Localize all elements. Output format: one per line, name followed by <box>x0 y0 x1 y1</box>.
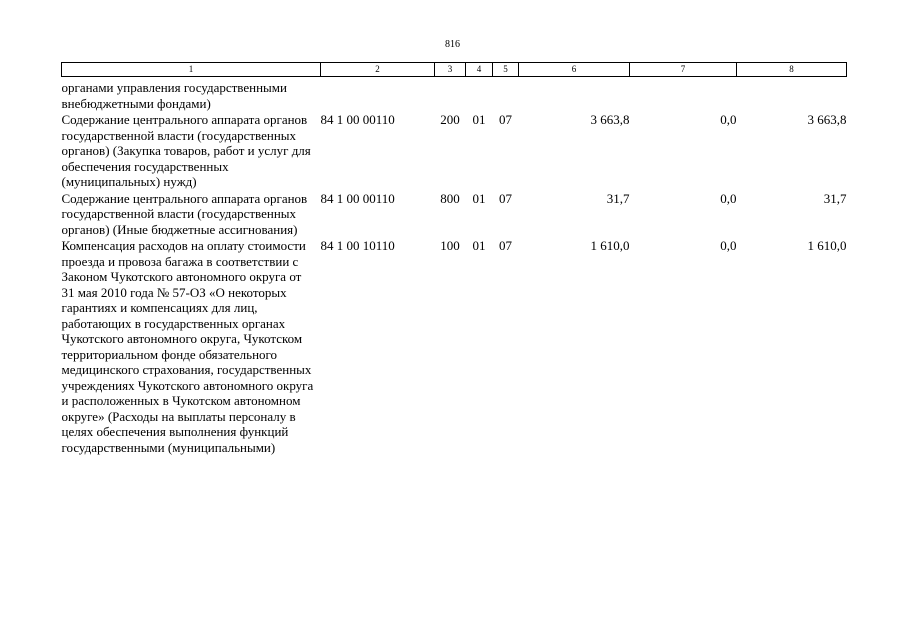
row-pr <box>493 77 519 112</box>
column-header-6: 6 <box>519 63 630 77</box>
row-pr: 07 <box>499 112 512 127</box>
row-value-8 <box>737 77 847 112</box>
column-number-row <box>62 63 847 77</box>
column-header-7: 7 <box>630 63 737 77</box>
column-header-8: 8 <box>737 63 847 77</box>
table-row <box>62 111 847 190</box>
column-header-2: 2 <box>321 63 435 77</box>
row-name: Компенсация расходов на оплату стоимости проезда и провоза багажа в соответствии с Законом Чукотского автономного округа от 31 мая 2010 года № 57-ОЗ «О некоторых гарантиях и компенсациях для лиц, работающих в государственных органах Чукотского автономного округа, Чукотском территориальном фонде обязательного медицинского страхования, государственных учреждениях Чукотского автономного округа и расположенных в Чукотском автономном округе» (Расходы на выплаты персоналу в целях обеспечения выполнения функций государственными (муниципальными) <box>61 238 314 455</box>
table-row <box>62 237 847 455</box>
row-name: Содержание центрального аппарата органов государственной власти (государственных органов) (Иные бюджетные ассигнования) <box>61 190 308 237</box>
row-value-7: 0,0 <box>720 190 737 206</box>
column-header-1: 1 <box>62 63 321 77</box>
row-vr: 800 <box>440 190 460 206</box>
row-rz <box>466 77 493 112</box>
row-code: 84 1 00 00110 <box>320 190 395 206</box>
row-vr: 200 <box>440 112 460 127</box>
row-rz: 01 <box>472 112 486 127</box>
row-value-6 <box>519 77 630 112</box>
row-code <box>321 77 435 112</box>
row-vr <box>435 77 466 112</box>
row-value-7: 0,0 <box>720 112 737 127</box>
column-header-5: 5 <box>493 63 519 77</box>
row-name: Содержание центрального аппарата органов государственной власти (государственных органов) (Закупка товаров, работ и услуг для обеспечения государственных (муниципальных) нужд) <box>61 112 311 189</box>
budget-table <box>61 62 847 455</box>
row-code: 84 1 00 10110 <box>320 238 395 253</box>
row-rz: 01 <box>472 238 486 253</box>
row-value-7: 0,0 <box>720 238 737 253</box>
table-row <box>62 190 847 238</box>
row-value-8: 31,7 <box>823 190 847 206</box>
page-number: 816 <box>445 39 460 50</box>
row-value-6: 31,7 <box>606 190 630 206</box>
column-header-3: 3 <box>435 63 466 77</box>
row-value-8: 3 663,8 <box>807 112 847 127</box>
column-header-4: 4 <box>466 63 493 77</box>
row-vr: 100 <box>440 238 460 253</box>
row-value-7 <box>630 77 737 112</box>
row-code: 84 1 00 00110 <box>320 112 395 127</box>
row-pr: 07 <box>499 190 512 206</box>
row-name: органами управления государственными внебюджетными фондами) <box>61 80 287 111</box>
table-row <box>62 77 847 112</box>
row-value-8: 1 610,0 <box>807 238 847 253</box>
row-value-6: 3 663,8 <box>590 112 630 127</box>
row-value-6: 1 610,0 <box>590 238 630 253</box>
row-pr: 07 <box>499 238 512 253</box>
row-rz: 01 <box>472 190 486 206</box>
